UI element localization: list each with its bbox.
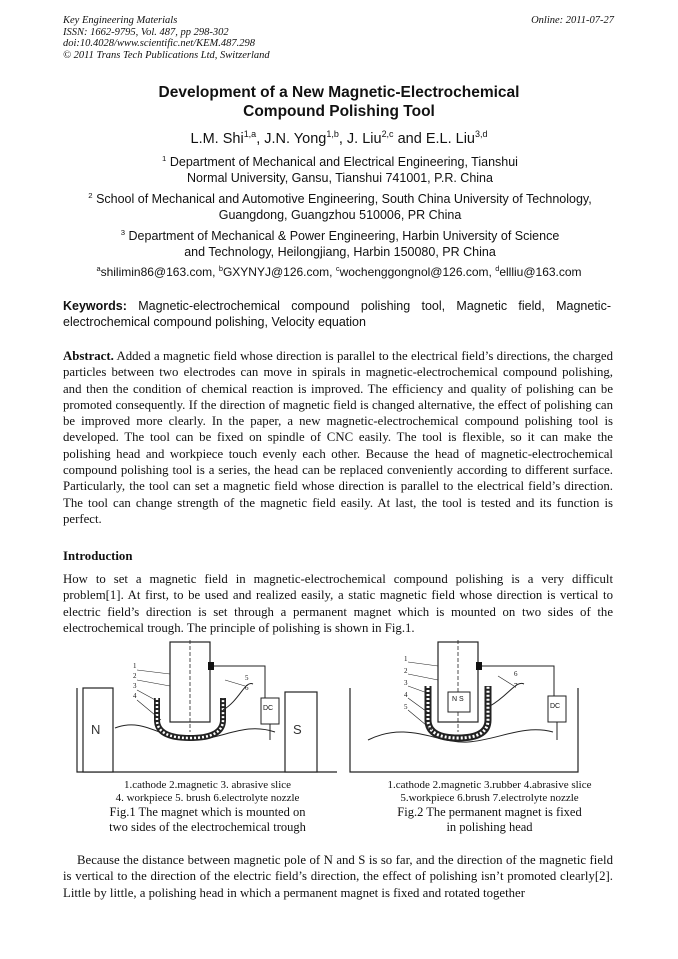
journal-header	[63, 15, 270, 61]
affiliation-line: and Technology, Heilongjiang, Harbin 150080, PR China	[184, 245, 496, 259]
email-list: $^a$shilimin86@163.com, $^b$GXYNYJ@126.com, $^c$wochenggongnol@126.com, $^d$ellliu@163.com	[96, 264, 582, 279]
callout-number: 5	[404, 703, 408, 711]
keywords-block	[63, 298, 611, 330]
callout-number: 1	[133, 662, 137, 670]
dc-label: DC	[263, 705, 274, 712]
paper-title	[0, 83, 678, 121]
figure-title: in polishing head	[446, 820, 533, 834]
figure-legend: 1.cathode 2.magnetic 3.rubber 4.abrasive slice	[387, 779, 592, 791]
affiliation-2	[70, 191, 610, 223]
abstract-text: Added a magnetic field whose direction is parallel to the electrical field’s directions, the charged particles between two electrodes can move in spirals in magnetic-electrochemical compound polishing, and then the condition of chemical reaction is improved. The efficiency and quality of polishing can be promoted consequently. If the direction of magnetic field is changed alternative, the effect of polishing can be improved more clearly. In the paper, a new magnetic-electrochemical compound polishing tool is developed. The tool can be fixed on spindle of CNC easily. The tool is flexible, so it can make the polishing head and workpiece touch evenly each other. Because the head of magnetic-electrochemical compound polishing tool is a series, the head can be replaced conveniently according to different surface. Particularly, the tool can set a magnetic field whose direction is parallel to the electrical field’s direction. The tool can change strength of the magnetic field easily. At last, the tool is tested and its function is perfect.	[63, 349, 613, 526]
email-sup: a	[96, 264, 101, 273]
email-address[interactable]: GXYNYJ@126.com	[222, 265, 330, 279]
affiliation-number: 3	[120, 227, 126, 237]
callout-number: 2	[133, 672, 137, 680]
issn-line: ISSN: 1662-9795, Vol. 487, pp 298-302	[63, 26, 229, 38]
title-line-1: Development of a New Magnetic-Electrochemical	[158, 84, 520, 101]
figure-title: Fig.1 The magnet which is mounted on	[109, 805, 306, 819]
author-name: L.M. Shi	[190, 131, 244, 147]
author-name: J. Liu	[346, 131, 382, 147]
affiliation-line: Department of Mechanical & Power Engineering, Harbin University of Science	[128, 229, 560, 243]
copyright-line: © 2011 Trans Tech Publications Ltd, Switzerland	[63, 49, 270, 61]
figure-title: Fig.2 The permanent magnet is fixed	[397, 805, 582, 819]
callout-number: 5	[245, 674, 249, 682]
author-name: J.N. Yong	[264, 131, 327, 147]
callout-number: 2	[404, 667, 408, 675]
abstract-block	[63, 348, 613, 527]
author-sup: 1,a	[243, 129, 257, 140]
author-name: E.L. Liu	[425, 131, 475, 147]
author-sup: 2,c	[381, 129, 394, 140]
email-address[interactable]: wochenggongnol@126.com	[339, 265, 489, 279]
figure-2-caption	[352, 779, 627, 835]
intro-paragraph-2: Because the distance between magnetic pole of N and S is so far, and the direction of the magnetic field is vertical to the direction of the electric field’s direction, the effect of polishing isn’t promoted clearly[2]. Little by little, a polishing head in which a permanent magnet is fixed and rotated together	[63, 853, 613, 900]
affiliation-line: School of Mechanical and Automotive Engineering, South China University of Technology,	[96, 192, 592, 206]
pole-n-label: N	[91, 722, 101, 737]
callout-number: 4	[404, 691, 408, 699]
section-heading-introduction: Introduction	[63, 549, 133, 563]
callout-number: 6	[514, 670, 518, 678]
email-address[interactable]: ellliu@163.com	[499, 265, 582, 279]
email-address[interactable]: shilimin86@163.com	[100, 265, 213, 279]
author-sup: 1,b	[326, 129, 339, 140]
figure-legend: 1.cathode 2.magnetic 3. abrasive slice	[123, 779, 292, 791]
figure-legend: 5.workpiece 6.brush 7.electrolyte nozzle	[400, 792, 579, 804]
affiliation-3	[80, 228, 600, 260]
pole-s-label: S	[293, 722, 302, 737]
title-line-2: Compound Polishing Tool	[243, 103, 435, 120]
affiliation-line: Department of Mechanical and Electrical Engineering, Tianshui	[169, 155, 518, 169]
dc-label: DC	[550, 703, 561, 710]
figure-title: two sides of the electrochemical trough	[109, 820, 306, 834]
callout-number: 3	[133, 682, 137, 690]
magnet-label: N S	[452, 696, 464, 703]
keywords-label: Keywords:	[63, 299, 127, 313]
callout-number: 7	[514, 682, 518, 690]
callout-number: 6	[245, 684, 249, 692]
email-sup: c	[335, 264, 340, 273]
journal-name: Key Engineering Materials	[63, 15, 178, 26]
email-sup: d	[495, 264, 500, 273]
affiliation-line: Normal University, Gansu, Tianshui 741001, P.R. China	[187, 171, 493, 185]
author-sup: 3,d	[474, 129, 488, 140]
affiliation-1	[80, 154, 600, 186]
doi-line: doi:10.4028/www.scientific.net/KEM.487.298	[63, 38, 255, 49]
keywords-text: Magnetic-electrochemical compound polishing tool, Magnetic field, Magnetic-electrochemical compound polishing, Velocity equation	[63, 299, 611, 329]
author-list: L.M. Shi$^{1,a}$, J.N. Yong$^{1,b}$, J. Liu$^{2,c}$ and E.L. Liu$^{3,d}$	[190, 129, 488, 147]
affiliation-line: Guangdong, Guangzhou 510006, PR China	[218, 208, 462, 222]
callout-number: 4	[133, 692, 137, 700]
figure-2-diagram	[348, 640, 610, 778]
figure-legend: 4. workpiece 5. brush 6.electrolyte nozzle	[115, 792, 300, 804]
email-sup: b	[218, 264, 223, 273]
callout-number: 3	[404, 679, 408, 687]
figure-1-caption	[70, 779, 345, 835]
affiliation-number: 1	[162, 153, 167, 163]
online-date: Online: 2011-07-27	[531, 15, 614, 26]
abstract-label: Abstract.	[63, 349, 114, 363]
affiliation-number: 2	[88, 190, 93, 200]
figure-1-diagram	[75, 640, 337, 778]
intro-paragraph-1: How to set a magnetic field in magnetic-electrochemical compound polishing is a very difficult problem[1]. At first, to be used and realized easily, a static magnetic field whose direction is vertical to electric field’s direction is set through a permanent magnet which is mounted on two sides of the electrochemical trough. The principle of polishing is shown in Fig.1.	[63, 572, 613, 635]
callout-number: 1	[404, 655, 408, 663]
